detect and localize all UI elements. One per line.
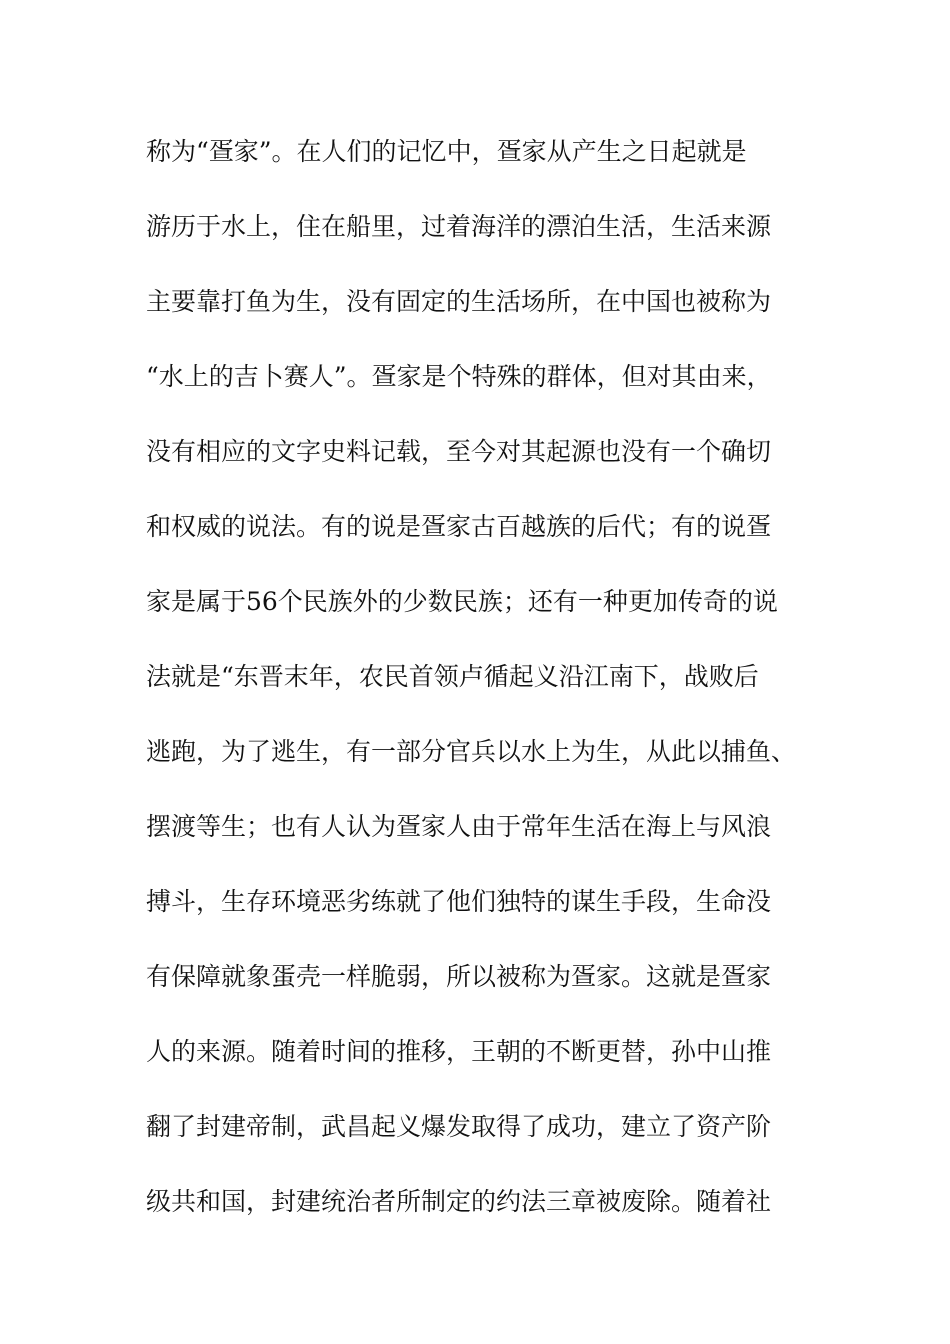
text-line: 翻了封建帝制，武昌起义爆发取得了成功，建立了资产阶: [146, 1112, 772, 1141]
text-line: 有保障就象蛋壳一样脆弱，所以被称为疍家。这就是疍家: [146, 962, 772, 991]
text-line: 级共和国，封建统治者所制定的约法三章被废除。随着社: [146, 1187, 772, 1216]
text-line: 逃跑，为了逃生，有一部分官兵以水上为生，从此以捕鱼、: [146, 737, 797, 766]
text-line: 主要靠打鱼为生，没有固定的生活场所，在中国也被称为: [146, 287, 772, 316]
text-line: 法就是“东晋末年，农民首领卢循起义沿江南下，战败后: [146, 662, 759, 691]
text-line: 和权威的说法。有的说是疍家古百越族的后代；有的说疍: [146, 512, 772, 541]
text-line: 人的来源。随着时间的推移，王朝的不断更替，孙中山推: [146, 1037, 772, 1066]
text-line: 搏斗，生存环境恶劣练就了他们独特的谋生手段，生命没: [146, 887, 772, 916]
text-line: “水上的吉卜赛人”。疍家是个特殊的群体，但对其由来，: [146, 362, 772, 391]
text-line: 摆渡等生；也有人认为疍家人由于常年生活在海上与风浪: [146, 812, 772, 841]
text-line: 没有相应的文字史料记载，至今对其起源也没有一个确切: [146, 437, 772, 466]
text-line: 游历于水上，住在船里，过着海洋的漂泊生活，生活来源: [146, 212, 772, 241]
text-line: 称为“疍家”。在人们的记忆中，疍家从产生之日起就是: [146, 137, 747, 166]
text-line: 家是属于56个民族外的少数民族；还有一种更加传奇的说: [146, 587, 778, 616]
body-text: [146, 132, 806, 1257]
